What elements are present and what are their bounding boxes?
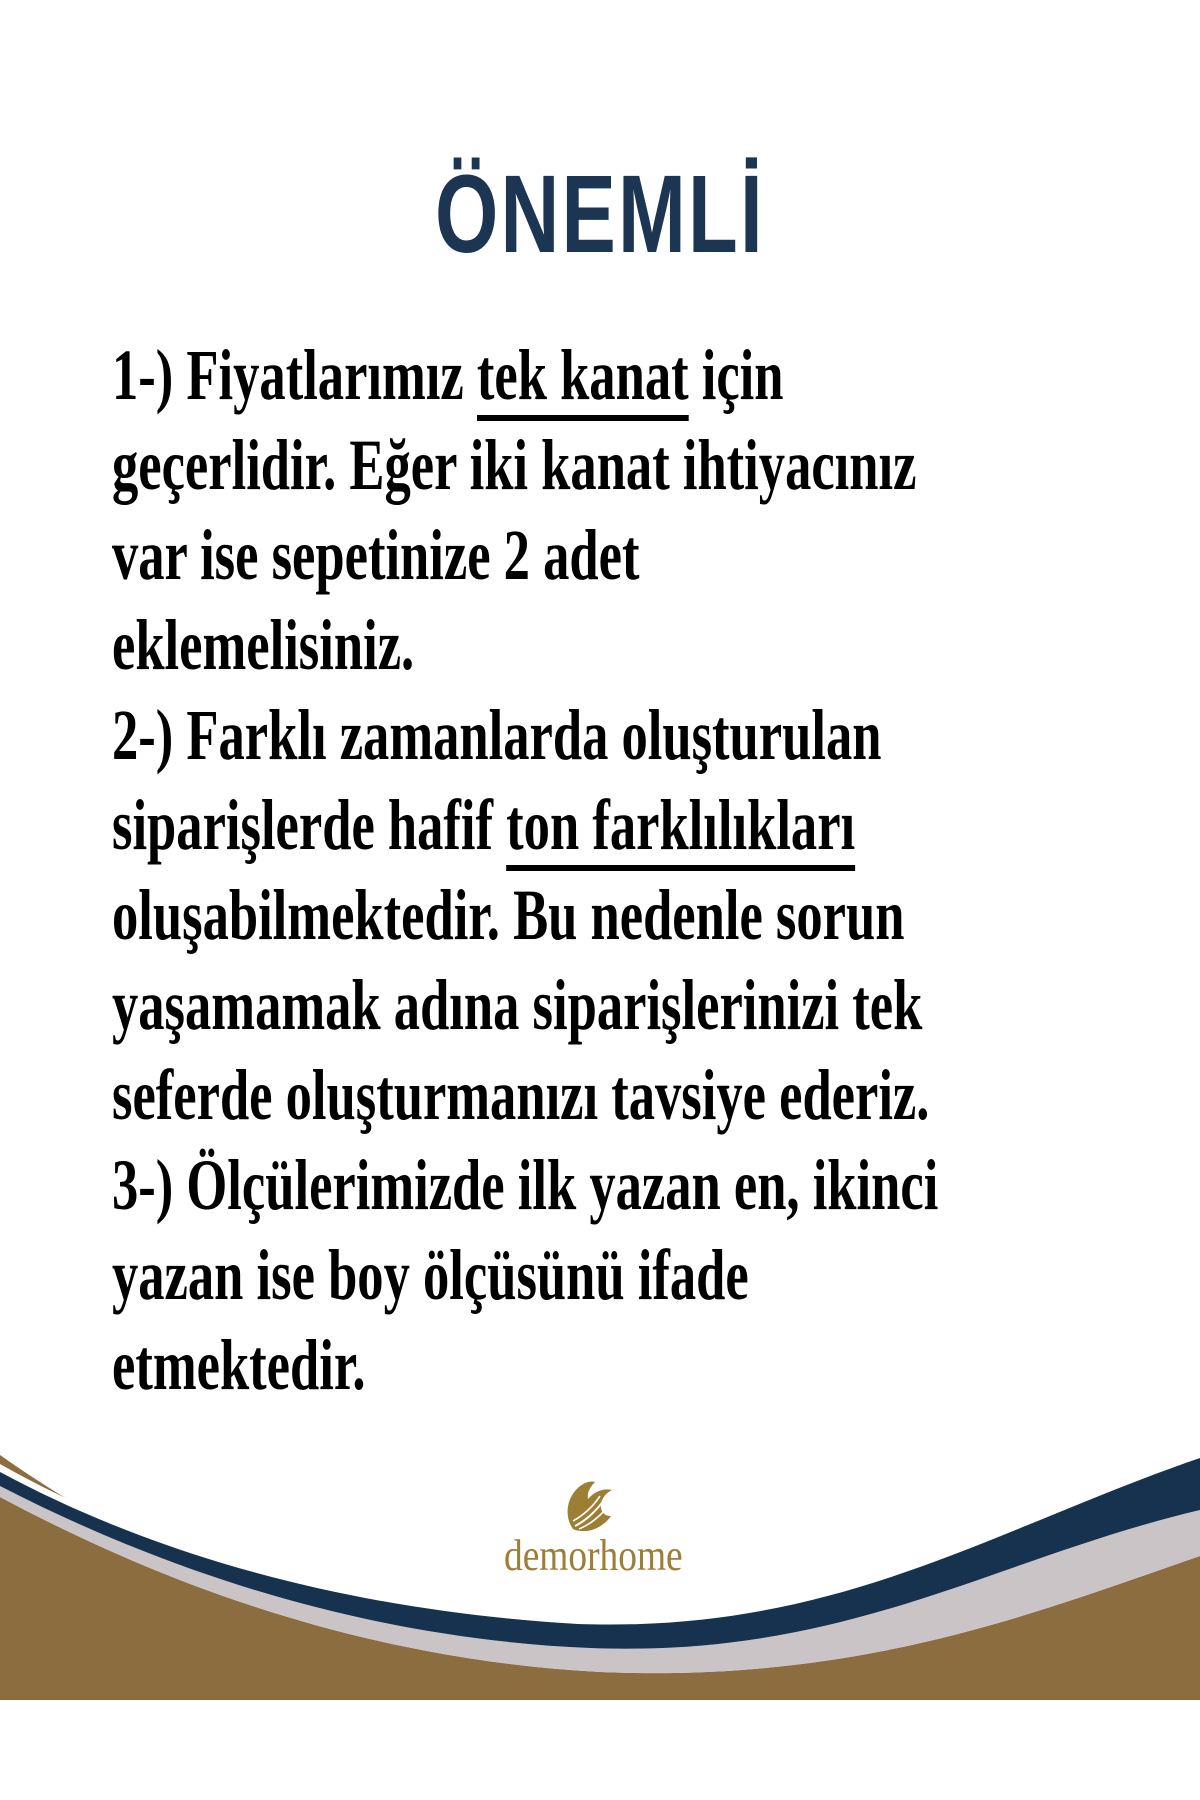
notice-line (112, 510, 1134, 600)
notice-line (112, 870, 1134, 960)
brand-name: demorhome (504, 1531, 683, 1580)
notice-line (112, 1320, 1134, 1410)
notice-segment: var ise sepetinize 2 adet (112, 515, 640, 595)
swan-icon (561, 1478, 617, 1534)
underlined-phrase: ton farklılıkları (506, 785, 855, 871)
notice-segment: eklemelisiniz. (112, 605, 415, 685)
notice-segment: 2-) Farklı zamanlarda oluşturulan (112, 695, 882, 775)
notice-segment: yaşamamak adına siparişlerinizi tek (112, 965, 923, 1045)
underlined-phrase: tek kanat (477, 335, 689, 421)
notice-line (112, 690, 1134, 780)
notice-line (112, 600, 1134, 690)
notice-line (112, 780, 1134, 870)
page-title-text: ÖNEMLİ (435, 153, 765, 276)
notice-segment: etmektedir. (112, 1325, 366, 1405)
page-title (0, 153, 1200, 276)
notice-segment: 1-) Fiyatlarımız (112, 335, 477, 415)
notice-segment: yazan ise boy ölçüsünü ifade (112, 1235, 749, 1315)
notice-line (112, 960, 1134, 1050)
notice-segment: seferde oluşturmanızı tavsiye ederiz. (112, 1055, 930, 1135)
notice-segment: geçerlidir. Eğer iki kanat ihtiyacınız (112, 425, 917, 505)
notice-line (112, 330, 1134, 420)
notice-line (112, 1230, 1134, 1320)
notice-segment: 3-) Ölçülerimizde ilk yazan en, ikinci (112, 1145, 939, 1225)
notice-line (112, 420, 1134, 510)
notice-line (112, 1050, 1134, 1140)
notice-segment: için (688, 335, 784, 415)
brand-logo (489, 1478, 689, 1578)
notice-line (112, 1140, 1134, 1230)
notice-text (112, 330, 1134, 1410)
footer-wave (0, 1400, 1200, 1800)
notice-segment: siparişlerde hafif (112, 785, 507, 865)
footer-wave-graphic (0, 1400, 1200, 1800)
notice-segment: oluşabilmektedir. Bu nedenle sorun (112, 875, 905, 955)
